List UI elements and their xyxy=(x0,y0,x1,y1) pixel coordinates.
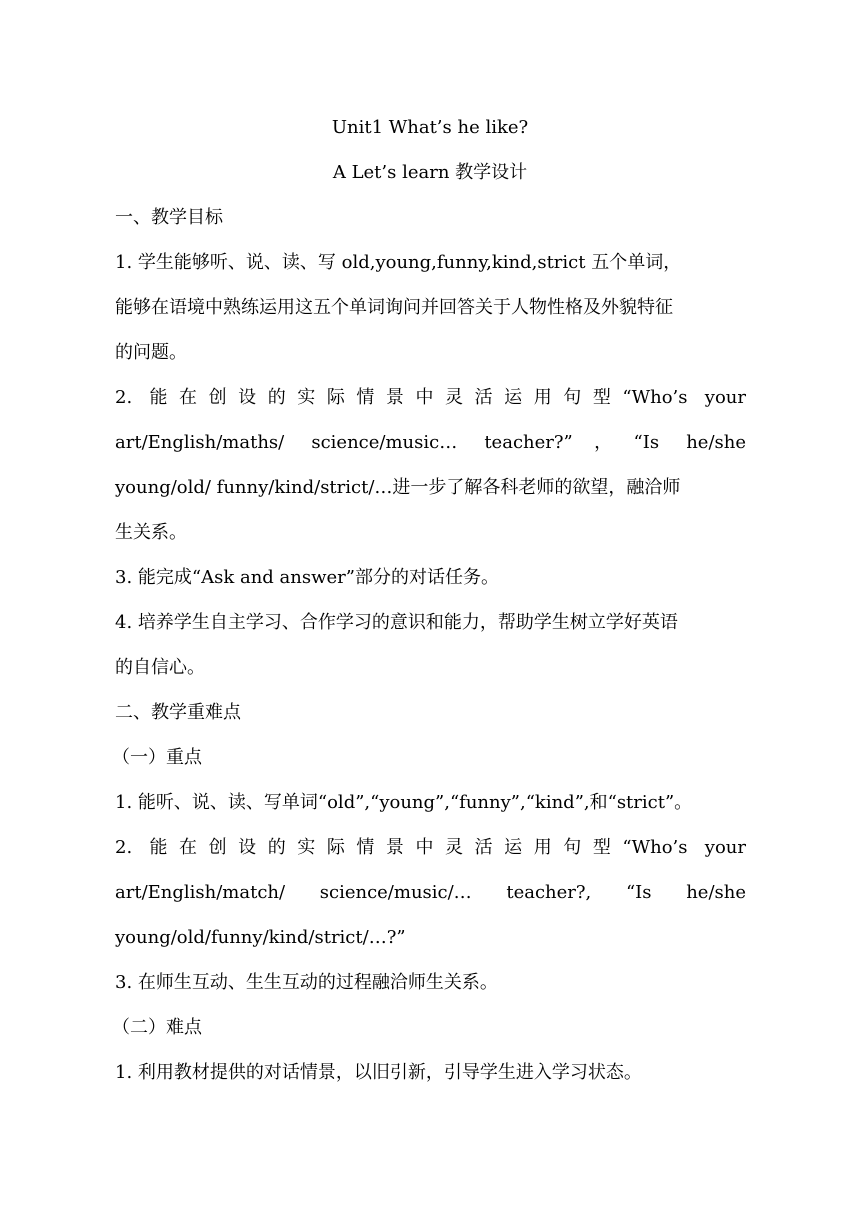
focus-item-2-line-3: young/old/funny/kind/strict/…?” xyxy=(115,927,406,948)
objective-2-line-4: 生关系。 xyxy=(115,522,187,543)
difficulty-item-1: 1. 利用教材提供的对话情景，以旧引新，引导学生进入学习状态。 xyxy=(115,1062,642,1083)
objective-2-line-1: 2. 能在创设的实际情景中灵活运用句型“Who’s your xyxy=(115,387,746,408)
subsection-heading-difficulty: （二）难点 xyxy=(112,1017,202,1038)
objective-2-line-3: young/old/ funny/kind/strict/…进一步了解各科老师的欲望，融洽师 xyxy=(115,477,681,498)
focus-item-1: 1. 能听、说、读、写单词“old”,“young”,“funny”,“kind”,和“strict”。 xyxy=(115,792,693,813)
focus-item-2-line-2: art/English/match/ science/music/… teacher?, “Is he/she xyxy=(115,882,746,903)
focus-item-2-line-1: 2. 能在创设的实际情景中灵活运用句型“Who’s your xyxy=(115,837,746,858)
focus-item-3: 3. 在师生互动、生生互动的过程融洽师生关系。 xyxy=(115,972,498,993)
document-subtitle: A Let’s learn 教学设计 xyxy=(332,162,528,183)
section-heading-objectives: 一、教学目标 xyxy=(115,207,223,228)
objective-3: 3. 能完成“Ask and answer”部分的对话任务。 xyxy=(115,567,499,588)
objective-2-line-2: art/English/maths/ science/music… teacher?”，“Is he/she xyxy=(115,432,746,453)
subsection-heading-focus: （一）重点 xyxy=(112,747,202,768)
document-title: Unit1 What’s he like? xyxy=(331,117,529,138)
objective-4-line-2: 的自信心。 xyxy=(115,657,205,678)
objective-4-line-1: 4. 培养学生自主学习、合作学习的意识和能力，帮助学生树立学好英语 xyxy=(115,612,678,633)
section-heading-key-points: 二、教学重难点 xyxy=(115,702,241,723)
objective-1-line-3: 的问题。 xyxy=(115,342,187,363)
objective-1-line-1: 1. 学生能够听、说、读、写 old,young,funny,kind,strict 五个单词， xyxy=(115,252,682,273)
objective-1-line-2: 能够在语境中熟练运用这五个单词询问并回答关于人物性格及外貌特征 xyxy=(115,297,673,318)
